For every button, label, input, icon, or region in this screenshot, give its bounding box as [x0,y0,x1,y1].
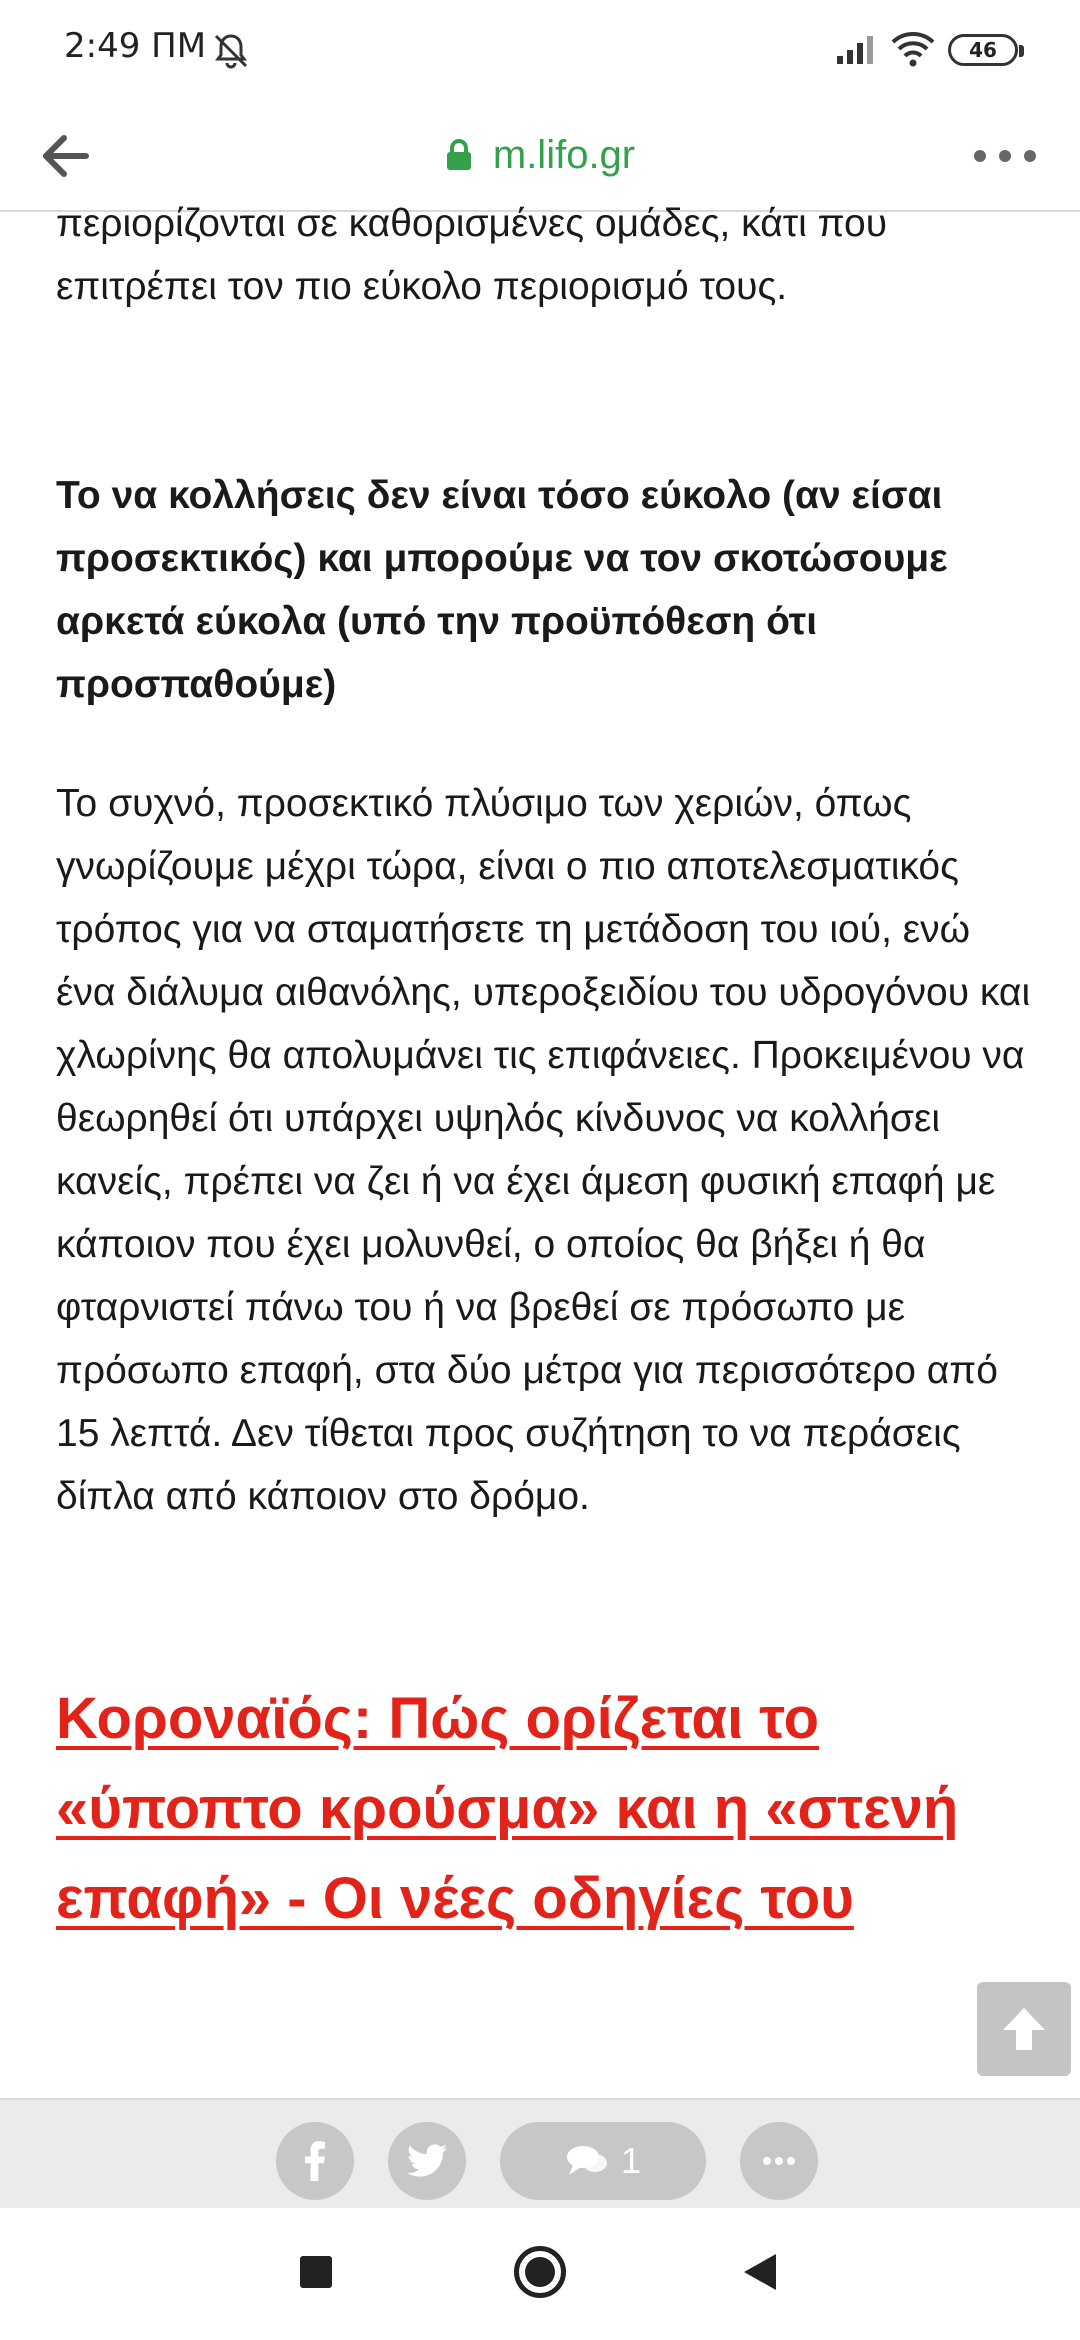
comment-icon [565,2143,609,2179]
home-dot-icon [525,2257,555,2287]
arrow-up-icon [999,2004,1049,2054]
article-paragraph: περιορίζονται σε καθορισμένες ομάδες, κάτι που επιτρέπει τον πιο εύκολο περιορισμό τους. [56,202,888,308]
url-text[interactable]: m.lifo.gr [492,132,636,177]
back-triangle-icon[interactable] [742,2252,778,2292]
battery-indicator [948,34,1018,66]
more-share-button[interactable] [740,2122,818,2200]
status-bar [0,0,1080,100]
battery-level: 46 [969,38,997,62]
comments-button[interactable] [500,2122,706,2200]
status-time: 2:49 ΠΜ [64,26,207,66]
share-bar [0,2098,1080,2208]
article-content [56,202,1036,1944]
mute-bell-icon [210,30,252,72]
facebook-share-button[interactable] [276,2122,354,2200]
twitter-icon [407,2144,447,2178]
twitter-share-button[interactable] [388,2122,466,2200]
system-navigation-bar [0,2208,1080,2340]
article-paragraph-body: Το συχνό, προσεκτικό πλύσιμο των χεριών, όπως γνωρίζουμε μέχρι τώρα, είναι ο πιο αποτελεσματικός τρόπος για να σταματήσετε τη μετάδοση του ιού, ενώ ένα διάλυμα αιθανόλης, υπεροξειδίου του υδρογόνου και χλωρίνης θα απολυμάνει τις επιφάνειες. Προκειμένου να θεωρηθεί ότι υπάρχει υψηλός κίνδυνος να κολλήσει κανείς, πρέπει να ζει ή να έχει άμεση φυσική επαφή με κάποιον που έχει μολυνθεί, ο οποίος θα βήξει ή θα φταρνιστεί πάνω του ή να βρεθεί σε πρόσωπο με πρόσωπο επαφή, στα δύο μέτρα για περισσότερο από 15 λεπτά. Δεν τίθεται προς συζήτηση το να περάσεις δίπλα από κάποιον στο δρόμο. [56,782,1031,1518]
facebook-icon [298,2141,332,2181]
scroll-to-top-button[interactable] [977,1982,1071,2076]
related-article-link[interactable]: Κοροναϊός: Πώς ορίζεται το «ύποπτο κρούσμα» και η «στενή επαφή» - Οι νέες οδηγίες του [56,1686,959,1931]
comment-count: 1 [620,2140,642,2181]
more-horizontal-icon[interactable] [970,136,1040,176]
signal-icon [835,34,877,66]
url-bar[interactable] [0,130,1080,180]
article-subheading: Το να κολλήσεις δεν είναι τόσο εύκολο (αν είσαι προσεκτικός) και μπορούμε να τον σκοτώσουμε αρκετά εύκολα (υπό την προϋπόθεση ότι προσπαθούμε) [56,474,948,706]
more-icon [762,2156,796,2166]
wifi-icon [890,30,936,68]
recent-apps-button[interactable] [300,2256,332,2288]
lock-icon [445,138,473,172]
home-button[interactable] [514,2246,566,2298]
